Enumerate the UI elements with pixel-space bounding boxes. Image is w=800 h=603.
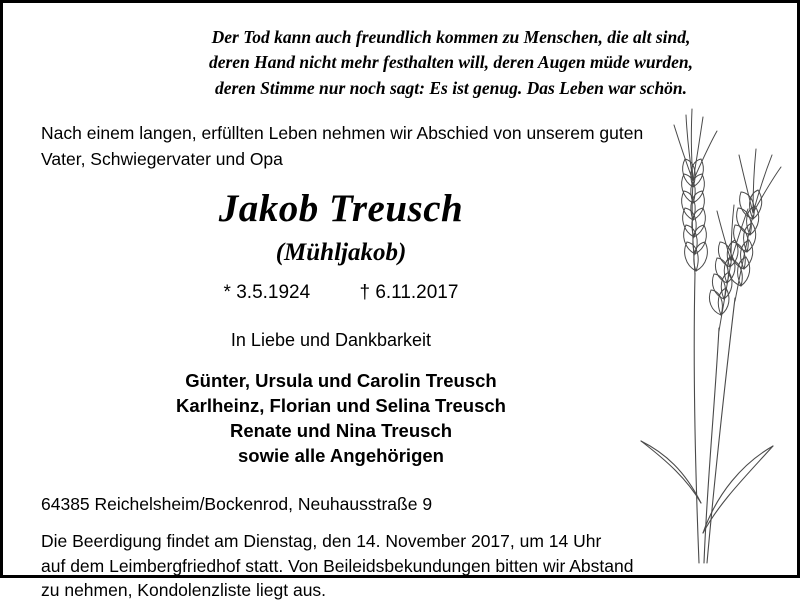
family-list [41, 369, 641, 468]
verse-line-1: Der Tod kann auch freundlich kommen zu Menschen, die alt sind, [211, 27, 691, 47]
deceased-name: Jakob Treusch [218, 186, 464, 230]
funeral-line-1: Die Beerdigung findet am Dienstag, den 14. November 2017, um 14 Uhr [41, 531, 602, 552]
funeral-line-2: auf dem Leimbergfriedhof statt. Von Beileidsbekundungen bitten wir Abstand [41, 555, 634, 576]
family-line-1: Günter, Ursula und Carolin Treusch [185, 370, 497, 392]
verse-line-3: deren Stimme nur noch sagt: Es ist genug. Das Leben war schön. [214, 77, 688, 98]
deceased-nickname: (Mühljakob) [275, 238, 407, 266]
death-date: † 6.11.2017 [359, 282, 459, 304]
family-line-2: Karlheinz, Florian und Selina Treusch [176, 395, 506, 417]
funeral-line-3: zu nehmen, Kondolenzliste liegt aus. [41, 580, 327, 601]
birth-date: * 3.5.1924 [223, 282, 311, 304]
intro-text: Nach einem langen, erfüllten Leben nehmen wir Abschied von unserem guten Vater, Schwiegervater und Opa [41, 123, 644, 169]
family-line-4: sowie alle Angehörigen [238, 444, 444, 466]
notice-content [3, 3, 797, 601]
life-dates [41, 282, 641, 304]
address-text: 64385 Reichelsheim/Bockenrod, Neuhausstraße 9 [41, 494, 433, 515]
name-block [41, 188, 641, 266]
family-line-3: Renate und Nina Treusch [229, 419, 453, 441]
verse-block [151, 25, 751, 101]
gratitude-text: In Liebe und Dankbarkeit [230, 330, 432, 351]
verse-line-2: deren Hand nicht mehr festhalten will, deren Augen müde wurden, [208, 52, 694, 73]
funeral-details [41, 529, 691, 603]
